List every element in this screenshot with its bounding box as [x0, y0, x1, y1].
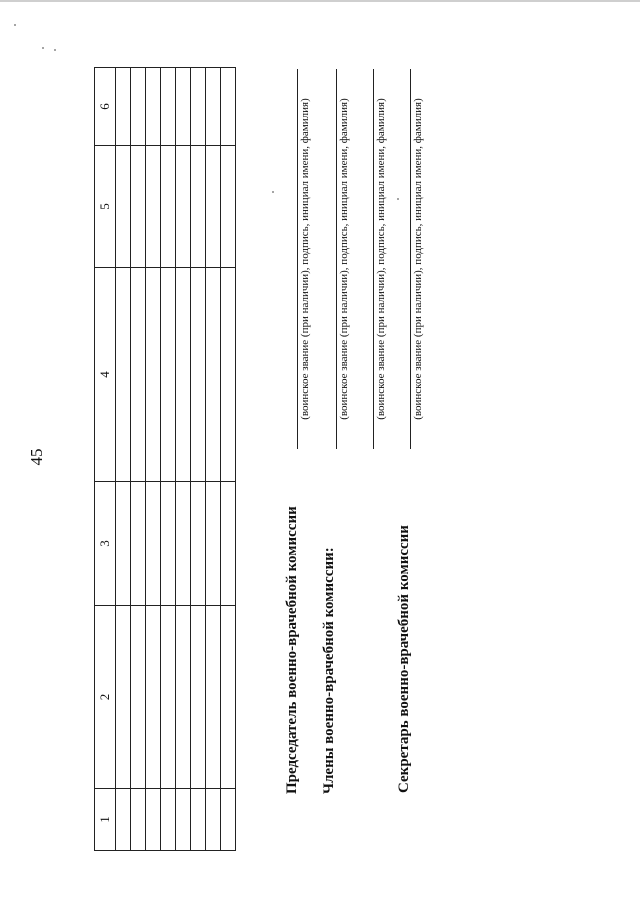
- column-header-1: 1: [95, 789, 116, 851]
- table-cell: [206, 146, 221, 268]
- table-cell: [131, 606, 146, 789]
- chairman-title: Председатель военно-врачебной комиссии: [284, 506, 300, 794]
- table-cell: [131, 789, 146, 851]
- table-cell: [221, 789, 236, 851]
- table-cell: [116, 789, 131, 851]
- column-header-2: 2: [95, 606, 116, 789]
- table-cell: [176, 482, 191, 606]
- chairman-signature-caption: (воинское звание (при наличии), подпись, инициал имени, фамилия): [299, 98, 311, 420]
- table-cell: [161, 268, 176, 482]
- table-header-row: [95, 68, 116, 851]
- scan-speck: [54, 49, 56, 51]
- table-cell: [116, 606, 131, 789]
- table-cell: [176, 146, 191, 268]
- column-header-6: 6: [95, 68, 116, 146]
- table-row: [146, 68, 161, 851]
- table-cell: [191, 606, 206, 789]
- table-cell: [221, 146, 236, 268]
- chairman-signature-block: [297, 69, 312, 449]
- column-header-3: 3: [95, 482, 116, 606]
- page-number: 45: [27, 448, 46, 466]
- table-cell: [161, 606, 176, 789]
- scan-speck: [42, 47, 44, 49]
- table-cell: [221, 268, 236, 482]
- table-cell: [161, 789, 176, 851]
- table-row: [161, 68, 176, 851]
- members-title: Члены военно-врачебной комиссии:: [321, 547, 337, 794]
- table-cell: [176, 268, 191, 482]
- member-1-signature-caption: (воинское звание (при наличии), подпись, инициал имени, фамилия): [338, 98, 350, 420]
- secretary-signature-caption: (воинское звание (при наличии), подпись, инициал имени, фамилия): [412, 98, 424, 420]
- table-cell: [206, 68, 221, 146]
- table-cell: [161, 482, 176, 606]
- table-row: [176, 68, 191, 851]
- table-cell: [221, 482, 236, 606]
- table-cell: [116, 68, 131, 146]
- table-cell: [131, 146, 146, 268]
- table-cell: [191, 482, 206, 606]
- table-cell: [146, 268, 161, 482]
- table-cell: [116, 482, 131, 606]
- table-body: [116, 68, 236, 851]
- table-cell: [146, 146, 161, 268]
- table-cell: [131, 68, 146, 146]
- table-cell: [191, 789, 206, 851]
- table-cell: [176, 789, 191, 851]
- table-cell: [116, 146, 131, 268]
- scan-speck: [14, 24, 16, 26]
- table-cell: [191, 268, 206, 482]
- table-cell: [176, 606, 191, 789]
- secretary-title: Секретарь военно-врачебной комиссии: [396, 525, 412, 793]
- member-2-signature-caption: (воинское звание (при наличии), подпись, инициал имени, фамилия): [375, 98, 387, 420]
- scan-speck: [272, 191, 274, 193]
- table-cell: [146, 789, 161, 851]
- table-cell: [131, 268, 146, 482]
- member-2-signature-block: [373, 69, 388, 449]
- table-row: [191, 68, 206, 851]
- table-row: [221, 68, 236, 851]
- table-cell: [176, 68, 191, 146]
- table-row: [116, 68, 131, 851]
- column-header-5: 5: [95, 146, 116, 268]
- member-1-signature-block: [336, 69, 351, 449]
- table-cell: [161, 146, 176, 268]
- table-cell: [191, 68, 206, 146]
- column-header-4: 4: [95, 268, 116, 482]
- table-cell: [206, 482, 221, 606]
- table-row: [206, 68, 221, 851]
- table-cell: [206, 606, 221, 789]
- table-cell: [146, 482, 161, 606]
- table-cell: [206, 268, 221, 482]
- table-cell: [131, 482, 146, 606]
- table-cell: [191, 146, 206, 268]
- table-cell: [146, 68, 161, 146]
- table-row: [131, 68, 146, 851]
- table-cell: [221, 68, 236, 146]
- table-cell: [206, 789, 221, 851]
- table-cell: [221, 606, 236, 789]
- scan-speck: [397, 198, 399, 200]
- table-cell: [161, 68, 176, 146]
- table-cell: [116, 268, 131, 482]
- secretary-signature-block: [410, 69, 425, 449]
- data-table: [94, 67, 236, 851]
- table-cell: [146, 606, 161, 789]
